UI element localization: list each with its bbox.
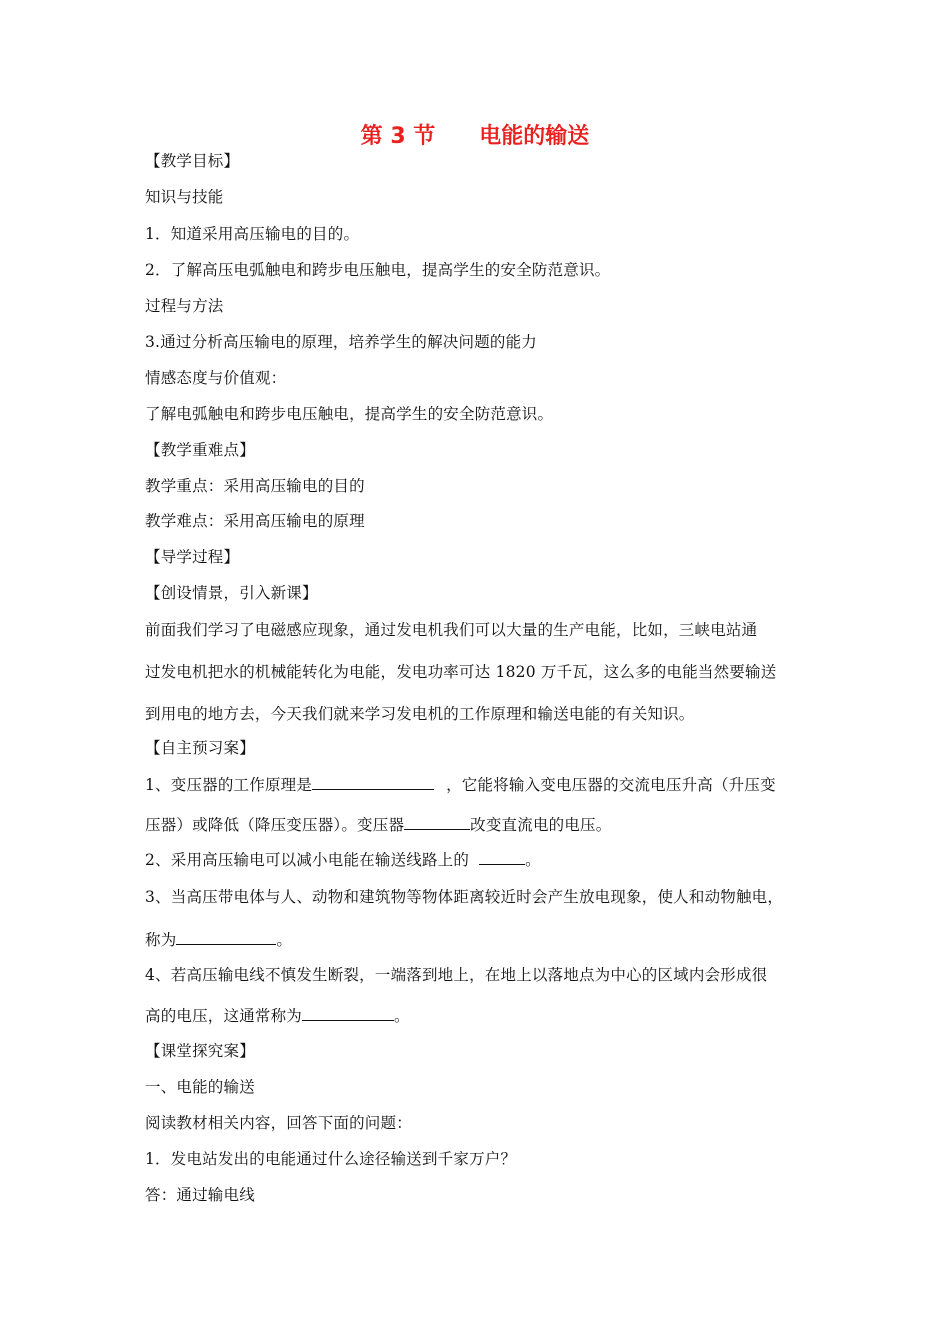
- answer-blank-4[interactable]: [176, 928, 276, 945]
- question-4-line-2: 高的电压，这通常称为 。: [145, 1004, 410, 1027]
- answer-blank-1[interactable]: [312, 773, 434, 790]
- intro-paragraph-line-3: 到用电的地方去，今天我们就来学习发电机的工作原理和输送电能的有关知识。: [145, 705, 695, 723]
- heading-intro: 【创设情景，引入新课】: [145, 584, 318, 602]
- intro-paragraph-line-2: 过发电机把水的机械能转化为电能，发电功率可达 1820 万千瓦，这么多的电能当然要输送: [145, 663, 777, 681]
- heading-key-points: 【教学重难点】: [145, 441, 255, 459]
- goal-item-3: 3.通过分析高压输电的原理，培养学生的解决问题的能力: [145, 333, 537, 351]
- difficult-point: 教学难点：采用高压输电的原理: [145, 512, 365, 530]
- question-1-line-2: 压器）或降低（降压变压器）。变压器 改变直流电的电压。: [145, 813, 611, 836]
- question-3-line-1: 3、当高压带电体与人、动物和建筑物等物体距离较近时会产生放电现象，使人和动物触电，: [145, 888, 784, 906]
- section-power-transmission: 一、电能的输送: [145, 1078, 255, 1096]
- heading-teaching-goals: 【教学目标】: [145, 152, 240, 170]
- goal-item-2: 2．了解高压电弧触电和跨步电压触电，提高学生的安全防范意识。: [145, 261, 611, 279]
- goal-item-1: 1．知道采用高压输电的目的。: [145, 225, 360, 243]
- subheading-knowledge-skills: 知识与技能: [145, 188, 224, 206]
- page-title: 第 3 节 电能的输送: [360, 124, 590, 149]
- goal-item-attitude: 了解电弧触电和跨步电压触电，提高学生的安全防范意识。: [145, 405, 554, 423]
- question-4-line-1: 4、若高压输电线不慎发生断裂，一端落到地上，在地上以落地点为中心的区域内会形成很: [145, 966, 768, 984]
- answer-blank-2[interactable]: [404, 813, 470, 830]
- answer-blank-5[interactable]: [302, 1004, 394, 1021]
- inquiry-answer-1: 答：通过输电线: [145, 1186, 255, 1204]
- inquiry-question-1: 1．发电站发出的电能通过什么途径输送到千家万户？: [145, 1150, 517, 1168]
- question-1-line-1: 1、变压器的工作原理是 ，它能将输入变电压器的交流电压升高（升压变: [145, 773, 776, 796]
- key-point: 教学重点：采用高压输电的目的: [145, 477, 365, 495]
- heading-self-study: 【自主预习案】: [145, 739, 255, 757]
- reading-instruction: 阅读教材相关内容，回答下面的问题：: [145, 1114, 412, 1132]
- heading-class-inquiry: 【课堂探究案】: [145, 1042, 255, 1060]
- question-2: 2、采用高压输电可以减小电能在输送线路上的 。: [145, 848, 541, 871]
- question-3-line-2: 称为 。: [145, 928, 292, 951]
- intro-paragraph-line-1: 前面我们学习了电磁感应现象，通过发电机我们可以大量的生产电能，比如，三峡电站通: [145, 621, 758, 639]
- answer-blank-3[interactable]: [479, 848, 525, 865]
- subheading-attitude-values: 情感态度与价值观：: [145, 369, 287, 387]
- heading-guided-process: 【导学过程】: [145, 548, 240, 566]
- subheading-process-method: 过程与方法: [145, 297, 224, 315]
